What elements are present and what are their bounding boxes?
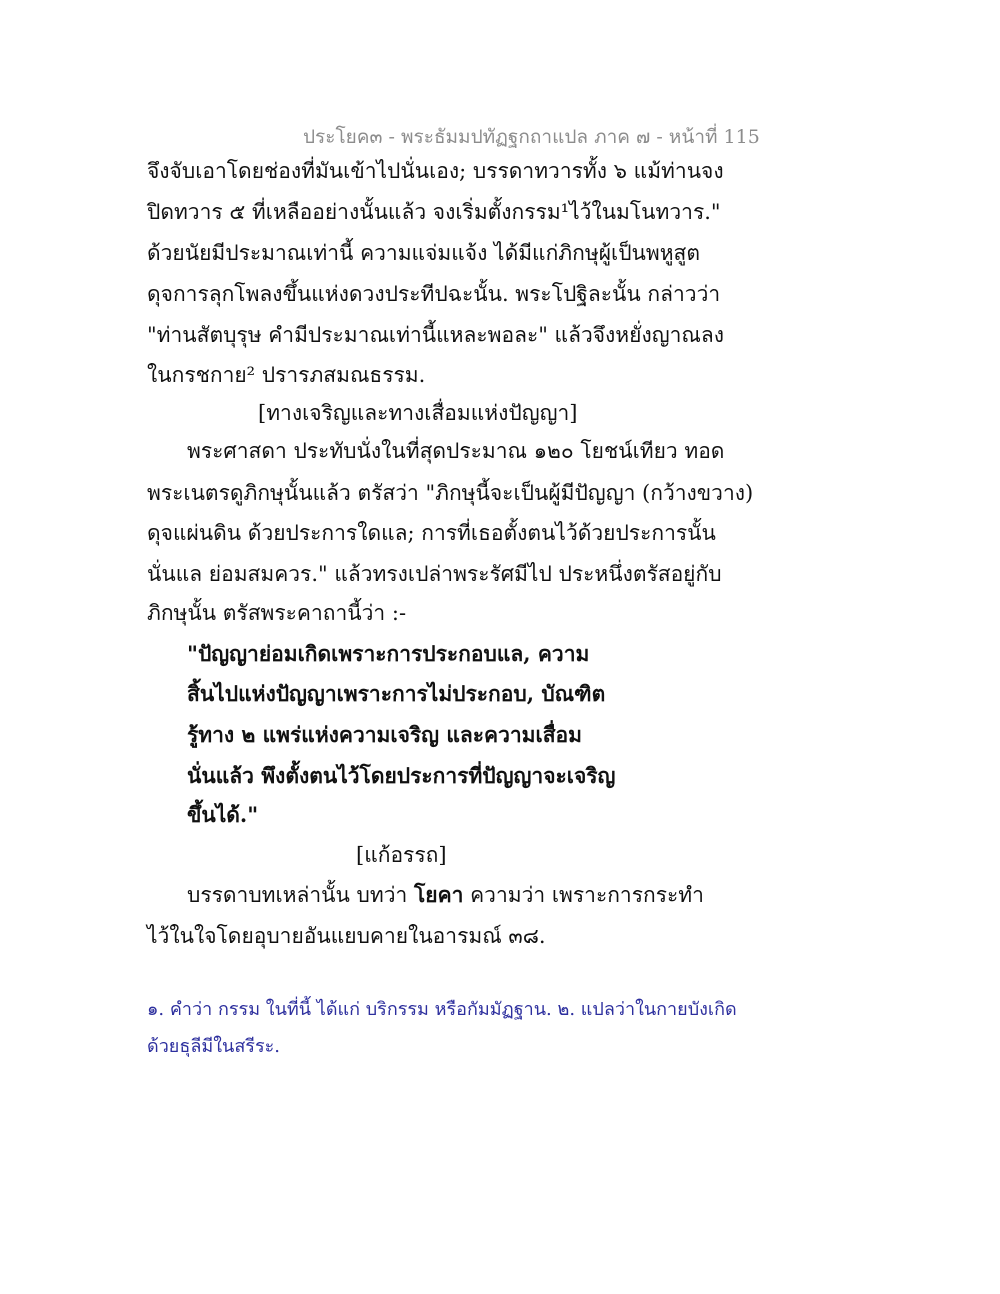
section-heading: [แก้อรรถ] bbox=[356, 843, 447, 867]
footnote: ๑. คำว่า กรรม ในที่นี้ ได้แก่ บริกรรม หรือกัมมัฏฐาน. ๒. แปลว่าในกายบังเกิด bbox=[147, 999, 737, 1020]
text-span: บรรดาบทเหล่านั้น บทว่า bbox=[187, 883, 414, 907]
text-line: ในกรชกาย² ปรารภสมณธรรม. bbox=[147, 363, 426, 387]
text-line: ดุจแผ่นดิน ด้วยประการใดแล; การที่เธอตั้งตนไว้ด้วยประการนั้น bbox=[147, 521, 716, 545]
verse-line: นั่นแล้ว พึงตั้งตนไว้โดยประการที่ปัญญาจะเจริญ bbox=[187, 763, 616, 788]
text-line: ด้วยนัยมีประมาณเท่านี้ ความแจ่มแจ้ง ได้มีแก่ภิกษุผู้เป็นพหูสูต bbox=[147, 241, 701, 265]
text-line: พระศาสดา ประทับนั่งในที่สุดประมาณ ๑๒๐ โยชน์เทียว ทอด bbox=[187, 439, 725, 463]
verse-line: รู้ทาง ๒ แพร่แห่งความเจริญ และความเสื่อม bbox=[187, 722, 582, 747]
text-line bbox=[187, 880, 704, 910]
text-line: "ท่านสัตบุรุษ คำมีประมาณเท่านี้แหละพอละ" แล้วจึงหยั่งญาณลง bbox=[147, 323, 724, 347]
verse-line: ขึ้นได้." bbox=[187, 802, 259, 827]
text-line: ภิกษุนั้น ตรัสพระคาถานี้ว่า :- bbox=[147, 601, 407, 625]
text-line: จึงจับเอาโดยช่องที่มันเข้าไปนั่นเอง; บรรดาทวารทั้ง ๖ แม้ท่านจง bbox=[147, 159, 724, 183]
section-heading: [ทางเจริญและทางเสื่อมแห่งปัญญา] bbox=[258, 401, 578, 425]
verse-line: "ปัญญาย่อมเกิดเพราะการประกอบแล, ความ bbox=[187, 641, 590, 666]
running-header: ประโยค๓ - พระธัมมปทัฏฐกถาแปล ภาค ๗ - หน้าที่ 115 bbox=[303, 126, 760, 148]
verse-line: สิ้นไปแห่งปัญญาเพราะการไม่ประกอบ, บัณฑิต bbox=[187, 681, 606, 706]
text-line: ไว้ในใจโดยอุบายอันแยบคายในอารมณ์ ๓๘. bbox=[147, 924, 546, 948]
text-line: พระเนตรดูภิกษุนั้นแล้ว ตรัสว่า "ภิกษุนี้จะเป็นผู้มีปัญญา (กว้างขวาง) bbox=[147, 481, 754, 505]
keyword: โยคา bbox=[414, 882, 464, 907]
text-line: ดุจการลุกโพลงขึ้นแห่งดวงประทีปฉะนั้น. พระโปฐิละนั้น กล่าวว่า bbox=[147, 282, 721, 306]
text-line: ปิดทวาร ๕ ที่เหลืออย่างนั้นแล้ว จงเริ่มตั้งกรรม¹ไว้ในมโนทวาร." bbox=[147, 200, 721, 224]
footnote: ด้วยธุลีมีในสรีระ. bbox=[147, 1036, 281, 1057]
text-line: นั่นแล ย่อมสมควร." แล้วทรงเปล่าพระรัศมีไป ประหนึ่งตรัสอยู่กับ bbox=[147, 562, 722, 586]
text-span: ความว่า เพราะการกระทำ bbox=[463, 883, 704, 907]
